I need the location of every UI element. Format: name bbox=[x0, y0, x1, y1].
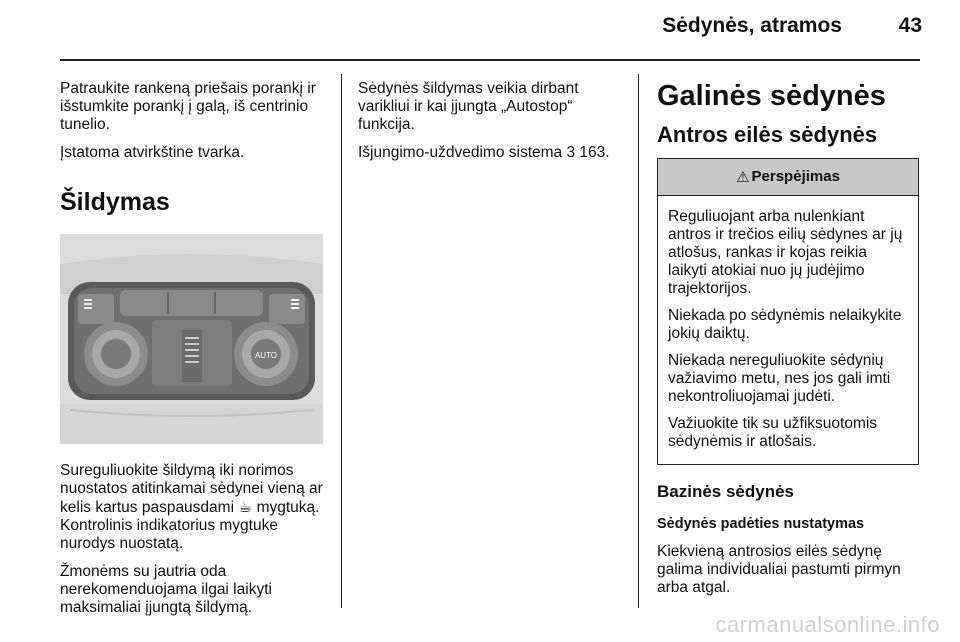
rear-seats-title: Galinės sėdynės bbox=[657, 80, 886, 112]
header-rule bbox=[60, 59, 920, 61]
heating-adjust-text-b: mygtuką. Kontrolinis indikatorius mygtuke nurodys nuostatą. bbox=[60, 499, 320, 552]
warning-text-1: Reguliuojant arba nulenkiant antros ir trečios eilių sėdynes ar jų atlošus, rankas ir kojas reikia laikyti atokiai nuo jų judėjimo trajektorijos. bbox=[668, 208, 903, 297]
warning-body bbox=[658, 196, 918, 464]
armrest-removal-text: Patraukite rankeną priešais porankį ir išstumkite porankį į galą, iš centrinio tunelio. bbox=[60, 80, 316, 133]
warning-triangle-icon: ⚠ bbox=[736, 168, 750, 186]
stop-start-reference bbox=[358, 144, 620, 162]
second-row-seats-heading: Antros eilės sėdynės bbox=[657, 122, 878, 147]
column-divider-1 bbox=[341, 74, 342, 608]
warning-header bbox=[658, 159, 918, 196]
column-divider-2 bbox=[638, 74, 639, 608]
reference-page: 163. bbox=[579, 144, 610, 161]
warning-text-2: Niekada po sėdynėmis nelaikykite jokių daiktų. bbox=[668, 307, 902, 342]
heating-adjust-text-a: Sureguliuokite šildymą iki norimos nuostatos atitinkamai sėdynei vieną ar kelis kartus paspausdami bbox=[60, 462, 323, 516]
page-number: 43 bbox=[898, 14, 922, 37]
stop-start-label: Išjungimo-uždvedimo sistema bbox=[358, 144, 563, 161]
heating-adjust-text bbox=[60, 462, 328, 553]
warning-text-4: Važiuokite tik su užfiksuotomis sėdynėmis ir atlošais. bbox=[668, 415, 878, 450]
sensitive-skin-text: Žmonėms su jautria oda nerekomenduojama ilgai laikyti maksimaliai įjungtą šildymą. bbox=[60, 563, 272, 616]
seat-heat-icon: ☕ bbox=[238, 498, 253, 516]
reference-arrow-icon: 3 bbox=[566, 144, 576, 161]
warning-box bbox=[657, 158, 919, 465]
autostop-text: Sėdynės šildymas veikia dirbant varikliui ir kai įjungta „Autostop“ funkcija. bbox=[358, 80, 579, 133]
heating-heading: Šildymas bbox=[60, 188, 170, 216]
page-header-title: Sėdynės, atramos bbox=[662, 14, 842, 37]
armrest-install-text: Įstatoma atvirkštine tvarka. bbox=[60, 144, 245, 161]
climate-panel-figure bbox=[60, 234, 323, 444]
seat-position-text: Kiekvieną antrosios eilės sėdynę galima individualiai pastumti pirmyn arba atgal. bbox=[657, 543, 901, 596]
basic-seats-heading: Bazinės sėdynės bbox=[657, 482, 795, 501]
climate-panel-illustration bbox=[60, 234, 323, 444]
column-1 bbox=[60, 80, 328, 627]
seat-position-heading: Sėdynės padėties nustatymas bbox=[657, 516, 865, 532]
watermark: carmanualsonline.info bbox=[715, 612, 940, 637]
warning-title: Perspėjimas bbox=[751, 168, 840, 185]
column-2 bbox=[358, 80, 620, 172]
warning-text-3: Niekada nereguliuokite sėdynių važiavimo metu, nes jos gali imti nekontroliuojamai judėti. bbox=[668, 352, 891, 405]
column-3 bbox=[657, 80, 919, 607]
auto-label: AUTO bbox=[254, 351, 278, 360]
